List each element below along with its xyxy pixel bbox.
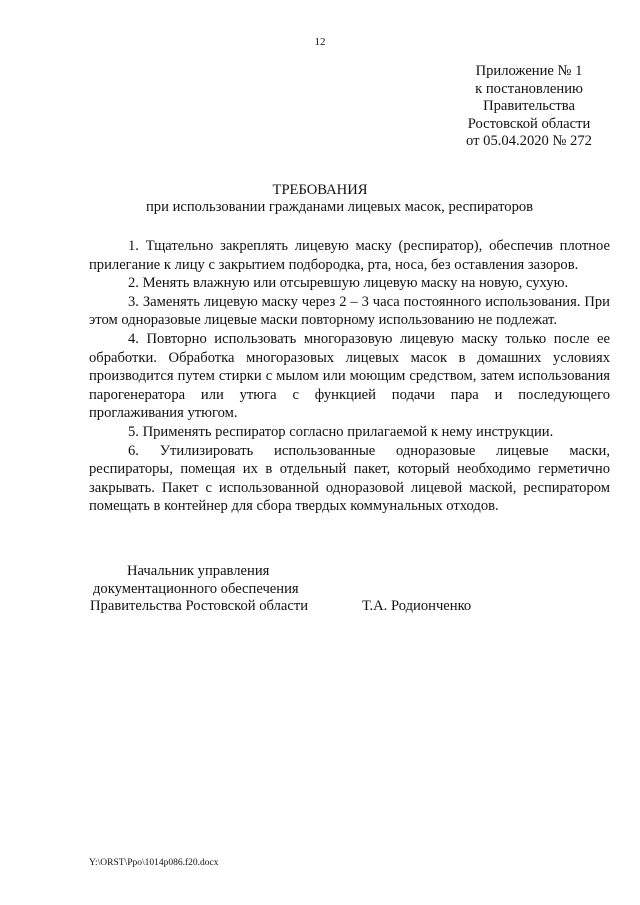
signer-title-line: Начальник управления <box>127 563 270 579</box>
requirement-item: 2. Менять влажную или отсыревшую лицевую маску на новую, сухую. <box>128 275 569 292</box>
signer-name: Т.А. Родионченко <box>362 598 472 615</box>
document-title: ТРЕБОВАНИЯ <box>272 182 368 198</box>
page-number: 12 <box>314 36 326 48</box>
requirement-item: 1. Тщательно закреплять лицевую маску (респиратор), обеспечив плотное прилегание к лицу с закрытием подбородка, рта, носа, без оставления зазоров. <box>89 238 610 273</box>
appendix-block <box>436 63 622 151</box>
signer-title-line: документационного обеспечения <box>93 580 299 597</box>
document-subtitle: при использовании гражданами лицевых масок, респираторов <box>146 199 534 215</box>
appendix-line: к постановлению <box>475 80 583 97</box>
signature-block <box>90 563 620 616</box>
appendix-line: Правительства <box>483 98 575 114</box>
signer-title-line: Правительства Ростовской области <box>90 598 309 615</box>
file-path: Y:\ORST\Ppo\1014p086.f20.docx <box>89 858 219 868</box>
requirement-item: 6. Утилизировать использованные одноразовые лицевые маски, респираторы, помещая их в отдельный пакет, который необходимо герметично закрывать. Пакет с использованной одноразовой лицевой маской, респиратором помещать в контейнер для сбора твердых коммунальных отходов. <box>89 442 610 515</box>
requirements-list <box>89 237 610 516</box>
requirement-item: 3. Заменять лицевую маску через 2 – 3 часа постоянного использования. При этом одноразовые лицевые маски повторному использованию не подлежат. <box>89 293 610 329</box>
requirement-item: 5. Применять респиратор согласно прилагаемой к нему инструкции. <box>128 423 554 440</box>
requirement-item: 4. Повторно использовать многоразовую лицевую маску только после ее обработки. Обработка многоразовых лицевых масок в домашних условиях производится путем стирки с мылом или моющим средством, затем использования парогенератора или утюга с функцией подачи пара и последующего проглаживания утюгом. <box>89 330 610 422</box>
appendix-line: от 05.04.2020 № 272 <box>466 133 592 149</box>
appendix-line: Ростовской области <box>467 115 591 132</box>
appendix-line: Приложение № 1 <box>475 63 583 79</box>
